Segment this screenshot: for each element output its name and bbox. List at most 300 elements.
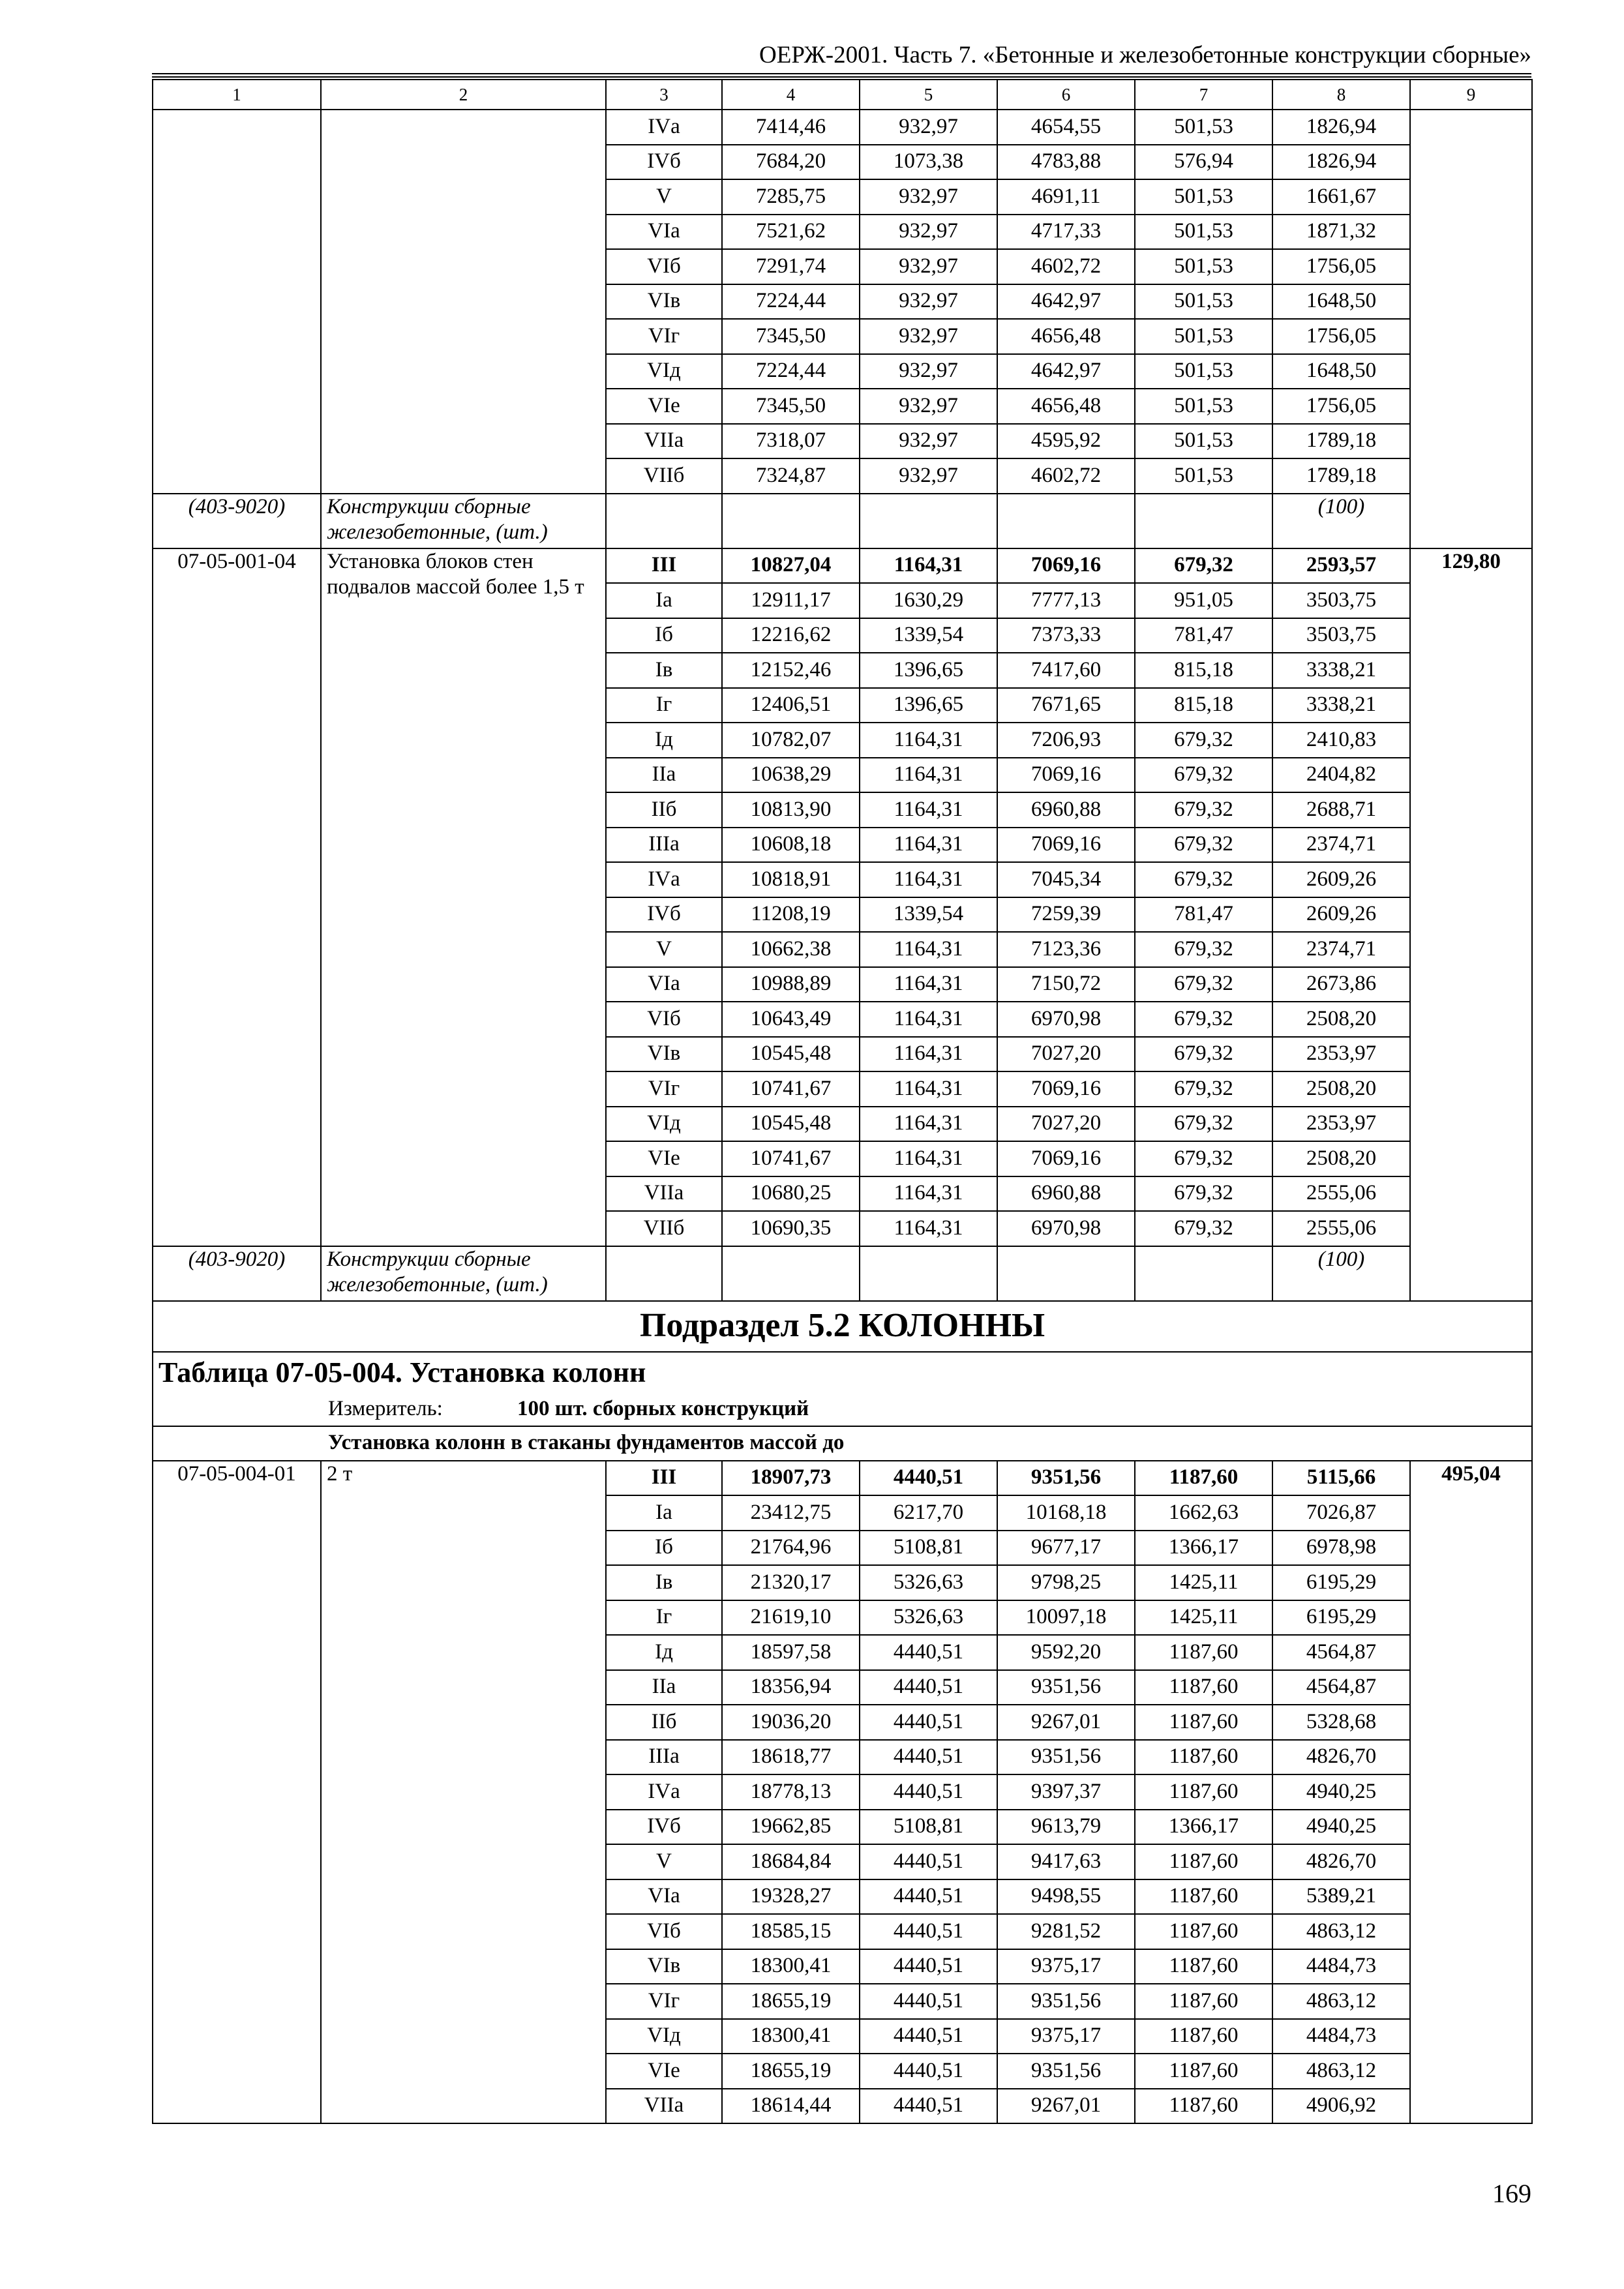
value-cell: 781,47 bbox=[1135, 897, 1272, 933]
value-cell: 501,53 bbox=[1135, 179, 1272, 215]
empty-cell bbox=[1135, 1246, 1272, 1301]
value-cell: 679,32 bbox=[1135, 1141, 1272, 1176]
zone-cell: VIб bbox=[606, 249, 722, 284]
group-cell bbox=[153, 1426, 1532, 1461]
value-cell: 501,53 bbox=[1135, 284, 1272, 320]
zone-cell: VIв bbox=[606, 1949, 722, 1984]
value-cell: 7069,16 bbox=[997, 828, 1135, 863]
value-cell: 1187,60 bbox=[1135, 1670, 1272, 1705]
zone-cell: Iд bbox=[606, 723, 722, 758]
zone-cell: VIе bbox=[606, 2054, 722, 2089]
value-cell: 1187,60 bbox=[1135, 1705, 1272, 1740]
value-cell: 679,32 bbox=[1135, 548, 1272, 584]
value-cell: 1871,32 bbox=[1272, 215, 1410, 250]
empty-cell bbox=[860, 1246, 997, 1301]
measure-row bbox=[153, 1394, 1532, 1426]
value-cell: 4863,12 bbox=[1272, 1914, 1410, 1949]
value-cell: 10643,49 bbox=[722, 1002, 860, 1037]
value-cell: 501,53 bbox=[1135, 249, 1272, 284]
value-cell: 7345,50 bbox=[722, 319, 860, 354]
value-cell: 9397,37 bbox=[997, 1774, 1135, 1810]
value-cell: 7069,16 bbox=[997, 758, 1135, 793]
value-cell: 7026,87 bbox=[1272, 1495, 1410, 1531]
value-cell: 1187,60 bbox=[1135, 1635, 1272, 1670]
value-cell: 4863,12 bbox=[1272, 1984, 1410, 2019]
value-cell: 4564,87 bbox=[1272, 1635, 1410, 1670]
value-cell: 2555,06 bbox=[1272, 1176, 1410, 1212]
value-cell: 679,32 bbox=[1135, 1071, 1272, 1107]
zone-cell: VIд bbox=[606, 354, 722, 389]
value-cell: 932,97 bbox=[860, 458, 997, 494]
value-cell: 4940,25 bbox=[1272, 1810, 1410, 1845]
value-cell: 10680,25 bbox=[722, 1176, 860, 1212]
value-cell: 7291,74 bbox=[722, 249, 860, 284]
value-cell: 4440,51 bbox=[860, 1461, 997, 1496]
name-cell bbox=[321, 110, 606, 494]
value-cell: 1187,60 bbox=[1135, 2089, 1272, 2124]
value-cell: 19328,27 bbox=[722, 1879, 860, 1915]
value-cell: 1164,31 bbox=[860, 1211, 997, 1246]
value-cell: 1164,31 bbox=[860, 1176, 997, 1212]
value-cell: 679,32 bbox=[1135, 758, 1272, 793]
value-cell: 18614,44 bbox=[722, 2089, 860, 2124]
value-cell: 10168,18 bbox=[997, 1495, 1135, 1531]
zone-cell: VIIб bbox=[606, 1211, 722, 1246]
empty-cell bbox=[606, 1246, 722, 1301]
value-cell: 4863,12 bbox=[1272, 2054, 1410, 2089]
value-cell: 1187,60 bbox=[1135, 1879, 1272, 1915]
value-cell: 18585,15 bbox=[722, 1914, 860, 1949]
value-cell: 501,53 bbox=[1135, 215, 1272, 250]
value-cell: 4440,51 bbox=[860, 1705, 997, 1740]
material-code: (403-9020) bbox=[153, 494, 321, 548]
value-cell: 21320,17 bbox=[722, 1565, 860, 1600]
value-cell: 21764,96 bbox=[722, 1531, 860, 1566]
zone-cell: VIIа bbox=[606, 1176, 722, 1212]
value-cell: 1164,31 bbox=[860, 1107, 997, 1142]
value-cell: 679,32 bbox=[1135, 1107, 1272, 1142]
value-cell: 1164,31 bbox=[860, 1037, 997, 1072]
value-cell: 18655,19 bbox=[722, 1984, 860, 2019]
value-cell: 1396,65 bbox=[860, 688, 997, 723]
value-cell: 7206,93 bbox=[997, 723, 1135, 758]
value-cell: 6195,29 bbox=[1272, 1565, 1410, 1600]
value-cell: 10782,07 bbox=[722, 723, 860, 758]
value-cell: 1187,60 bbox=[1135, 1949, 1272, 1984]
value-cell: 1164,31 bbox=[860, 548, 997, 584]
material-name: Конструкции сборные железобетонные, (шт.) bbox=[321, 1246, 606, 1301]
value-cell: 19662,85 bbox=[722, 1810, 860, 1845]
zone-cell: IIб bbox=[606, 1705, 722, 1740]
value-cell: 7318,07 bbox=[722, 424, 860, 459]
zone-cell: VIг bbox=[606, 1071, 722, 1107]
value-cell: 7684,20 bbox=[722, 145, 860, 180]
value-cell: 1187,60 bbox=[1135, 2054, 1272, 2089]
price-row bbox=[153, 548, 1532, 584]
material-row bbox=[153, 1246, 1532, 1301]
value-cell: 1756,05 bbox=[1272, 249, 1410, 284]
value-cell: 7224,44 bbox=[722, 284, 860, 320]
value-cell: 1187,60 bbox=[1135, 2019, 1272, 2054]
value-cell: 12406,51 bbox=[722, 688, 860, 723]
value-cell: 576,94 bbox=[1135, 145, 1272, 180]
value-cell: 4717,33 bbox=[997, 215, 1135, 250]
value-cell: 4484,73 bbox=[1272, 2019, 1410, 2054]
value-cell: 7224,44 bbox=[722, 354, 860, 389]
material-name: Конструкции сборные железобетонные, (шт.) bbox=[321, 494, 606, 548]
measure-label: Измеритель: bbox=[328, 1397, 443, 1421]
zone-cell: IVа bbox=[606, 1774, 722, 1810]
value-cell: 932,97 bbox=[860, 389, 997, 424]
zone-cell: IIа bbox=[606, 758, 722, 793]
value-cell: 5328,68 bbox=[1272, 1705, 1410, 1740]
value-cell: 7069,16 bbox=[997, 548, 1135, 584]
value-cell: 679,32 bbox=[1135, 862, 1272, 897]
value-cell: 2410,83 bbox=[1272, 723, 1410, 758]
zone-cell: VIв bbox=[606, 1037, 722, 1072]
value-cell: 10741,67 bbox=[722, 1141, 860, 1176]
value-cell: 1187,60 bbox=[1135, 1914, 1272, 1949]
code-cell bbox=[153, 110, 321, 494]
value-cell: 4656,48 bbox=[997, 389, 1135, 424]
column-number: 2 bbox=[321, 80, 606, 110]
value-cell: 1756,05 bbox=[1272, 319, 1410, 354]
value-cell: 4440,51 bbox=[860, 1844, 997, 1879]
zone-cell: Iг bbox=[606, 688, 722, 723]
value-cell: 1187,60 bbox=[1135, 1984, 1272, 2019]
material-code: (403-9020) bbox=[153, 1246, 321, 1301]
value-cell: 4654,55 bbox=[997, 110, 1135, 145]
empty-cell bbox=[722, 1246, 860, 1301]
table-title-row bbox=[153, 1352, 1532, 1394]
value-cell: 4440,51 bbox=[860, 1914, 997, 1949]
value-cell: 4440,51 bbox=[860, 2019, 997, 2054]
value-cell: 501,53 bbox=[1135, 389, 1272, 424]
value-cell: 7027,20 bbox=[997, 1107, 1135, 1142]
value-cell: 9351,56 bbox=[997, 2054, 1135, 2089]
zone-cell: Iд bbox=[606, 1635, 722, 1670]
value-cell: 1164,31 bbox=[860, 1141, 997, 1176]
zone-cell: III bbox=[606, 548, 722, 584]
value-cell: 4602,72 bbox=[997, 458, 1135, 494]
zone-cell: Iа bbox=[606, 583, 722, 618]
value-cell: 9592,20 bbox=[997, 1635, 1135, 1670]
value-cell: 951,05 bbox=[1135, 583, 1272, 618]
value-cell: 1164,31 bbox=[860, 932, 997, 967]
page-number: 169 bbox=[1492, 2179, 1531, 2208]
value-cell: 7123,36 bbox=[997, 932, 1135, 967]
value-cell: 1425,11 bbox=[1135, 1565, 1272, 1600]
measure-value: 100 шт. сборных конструкций bbox=[517, 1397, 809, 1421]
value-cell: 1339,54 bbox=[860, 618, 997, 653]
empty-cell bbox=[606, 494, 722, 548]
column-number: 9 bbox=[1410, 80, 1532, 110]
zone-cell: V bbox=[606, 932, 722, 967]
value-cell: 5389,21 bbox=[1272, 1879, 1410, 1915]
zone-cell: Iг bbox=[606, 1600, 722, 1636]
empty-cell bbox=[722, 494, 860, 548]
value-cell: 3503,75 bbox=[1272, 618, 1410, 653]
value-cell: 9375,17 bbox=[997, 2019, 1135, 2054]
value-cell: 18684,84 bbox=[722, 1844, 860, 1879]
value-cell: 932,97 bbox=[860, 215, 997, 250]
value-cell: 501,53 bbox=[1135, 354, 1272, 389]
column-number: 4 bbox=[722, 80, 860, 110]
zone-cell: IVа bbox=[606, 110, 722, 145]
value-cell: 7027,20 bbox=[997, 1037, 1135, 1072]
value-cell: 10662,38 bbox=[722, 932, 860, 967]
value-cell: 9417,63 bbox=[997, 1844, 1135, 1879]
value-cell: 2508,20 bbox=[1272, 1002, 1410, 1037]
value-cell: 5115,66 bbox=[1272, 1461, 1410, 1496]
subsection-row bbox=[153, 1301, 1532, 1352]
value-cell: 9677,17 bbox=[997, 1531, 1135, 1566]
value-cell: 7324,87 bbox=[722, 458, 860, 494]
value-cell: 679,32 bbox=[1135, 1176, 1272, 1212]
value-cell: 6970,98 bbox=[997, 1002, 1135, 1037]
value-cell: 9375,17 bbox=[997, 1949, 1135, 1984]
value-cell: 815,18 bbox=[1135, 653, 1272, 688]
material-row bbox=[153, 494, 1532, 548]
value-cell: 7671,65 bbox=[997, 688, 1135, 723]
value-cell: 679,32 bbox=[1135, 1037, 1272, 1072]
value-cell: 679,32 bbox=[1135, 723, 1272, 758]
zone-cell: Iб bbox=[606, 1531, 722, 1566]
value-cell: 1366,17 bbox=[1135, 1531, 1272, 1566]
value-cell: 4602,72 bbox=[997, 249, 1135, 284]
value-cell: 7777,13 bbox=[997, 583, 1135, 618]
zone-cell: V bbox=[606, 1844, 722, 1879]
value-cell: 4440,51 bbox=[860, 1670, 997, 1705]
value-cell: 5326,63 bbox=[860, 1600, 997, 1636]
labor-cell: 129,80 bbox=[1410, 548, 1532, 1301]
value-cell: 5108,81 bbox=[860, 1531, 997, 1566]
value-cell: 4642,97 bbox=[997, 284, 1135, 320]
code-cell: 07-05-001-04 bbox=[153, 548, 321, 1246]
column-number: 5 bbox=[860, 80, 997, 110]
zone-cell: V bbox=[606, 179, 722, 215]
value-cell: 501,53 bbox=[1135, 319, 1272, 354]
subsection-title: Подраздел 5.2 КОЛОННЫ bbox=[153, 1301, 1532, 1352]
value-cell: 9498,55 bbox=[997, 1879, 1135, 1915]
value-cell: 1789,18 bbox=[1272, 424, 1410, 459]
value-cell: 2404,82 bbox=[1272, 758, 1410, 793]
name-cell: 2 т bbox=[321, 1461, 606, 2124]
value-cell: 7521,62 bbox=[722, 215, 860, 250]
value-cell: 1164,31 bbox=[860, 1071, 997, 1107]
zone-cell: III bbox=[606, 1461, 722, 1496]
zone-cell: VIе bbox=[606, 1141, 722, 1176]
value-cell: 2609,26 bbox=[1272, 862, 1410, 897]
value-cell: 4440,51 bbox=[860, 1949, 997, 1984]
price-row bbox=[153, 110, 1532, 145]
value-cell: 1164,31 bbox=[860, 967, 997, 1002]
value-cell: 4906,92 bbox=[1272, 2089, 1410, 2124]
zone-cell: IIа bbox=[606, 1670, 722, 1705]
value-cell: 10097,18 bbox=[997, 1600, 1135, 1636]
value-cell: 23412,75 bbox=[722, 1495, 860, 1531]
zone-cell: IVб bbox=[606, 897, 722, 933]
value-cell: 2353,97 bbox=[1272, 1037, 1410, 1072]
value-cell: 1187,60 bbox=[1135, 1740, 1272, 1775]
value-cell: 6960,88 bbox=[997, 1176, 1135, 1212]
group-row bbox=[153, 1426, 1532, 1461]
value-cell: 4940,25 bbox=[1272, 1774, 1410, 1810]
value-cell: 501,53 bbox=[1135, 110, 1272, 145]
value-cell: 679,32 bbox=[1135, 967, 1272, 1002]
zone-cell: VIа bbox=[606, 967, 722, 1002]
value-cell: 1648,50 bbox=[1272, 284, 1410, 320]
value-cell: 2374,71 bbox=[1272, 828, 1410, 863]
price-row bbox=[153, 1461, 1532, 1496]
value-cell: 1164,31 bbox=[860, 758, 997, 793]
value-cell: 2374,71 bbox=[1272, 932, 1410, 967]
value-cell: 18907,73 bbox=[722, 1461, 860, 1496]
value-cell: 1630,29 bbox=[860, 583, 997, 618]
value-cell: 11208,19 bbox=[722, 897, 860, 933]
empty-cell bbox=[860, 494, 997, 548]
value-cell: 21619,10 bbox=[722, 1600, 860, 1636]
value-cell: 1789,18 bbox=[1272, 458, 1410, 494]
zone-cell: IVа bbox=[606, 862, 722, 897]
labor-cell bbox=[1410, 110, 1532, 548]
value-cell: 679,32 bbox=[1135, 1002, 1272, 1037]
value-cell: 9351,56 bbox=[997, 1984, 1135, 2019]
value-cell: 1187,60 bbox=[1135, 1844, 1272, 1879]
zone-cell: IVб bbox=[606, 145, 722, 180]
zone-cell: VIа bbox=[606, 215, 722, 250]
value-cell: 1661,67 bbox=[1272, 179, 1410, 215]
value-cell: 9351,56 bbox=[997, 1670, 1135, 1705]
zone-cell: VIIа bbox=[606, 2089, 722, 2124]
value-cell: 679,32 bbox=[1135, 828, 1272, 863]
value-cell: 4691,11 bbox=[997, 179, 1135, 215]
zone-cell: VIIа bbox=[606, 424, 722, 459]
value-cell: 501,53 bbox=[1135, 424, 1272, 459]
header-rule-2 bbox=[152, 76, 1531, 78]
value-cell: 7045,34 bbox=[997, 862, 1135, 897]
zone-cell: VIд bbox=[606, 1107, 722, 1142]
zone-cell: Iа bbox=[606, 1495, 722, 1531]
value-cell: 5326,63 bbox=[860, 1565, 997, 1600]
value-cell: 1164,31 bbox=[860, 1002, 997, 1037]
value-cell: 1187,60 bbox=[1135, 1461, 1272, 1496]
value-cell: 7069,16 bbox=[997, 1071, 1135, 1107]
value-cell: 781,47 bbox=[1135, 618, 1272, 653]
value-cell: 1425,11 bbox=[1135, 1600, 1272, 1636]
table-title-cell bbox=[153, 1352, 1532, 1394]
value-cell: 4783,88 bbox=[997, 145, 1135, 180]
zone-cell: VIIб bbox=[606, 458, 722, 494]
value-cell: 1073,38 bbox=[860, 145, 997, 180]
zone-cell: IVб bbox=[606, 1810, 722, 1845]
value-cell: 4564,87 bbox=[1272, 1670, 1410, 1705]
value-cell: 7345,50 bbox=[722, 389, 860, 424]
column-number: 1 bbox=[153, 80, 321, 110]
value-cell: 932,97 bbox=[860, 319, 997, 354]
value-cell: 18356,94 bbox=[722, 1670, 860, 1705]
value-cell: 1396,65 bbox=[860, 653, 997, 688]
column-number-row bbox=[153, 80, 1532, 110]
value-cell: 1662,63 bbox=[1135, 1495, 1272, 1531]
value-cell: 4440,51 bbox=[860, 1740, 997, 1775]
value-cell: 6978,98 bbox=[1272, 1531, 1410, 1566]
value-cell: 4440,51 bbox=[860, 1635, 997, 1670]
value-cell: 9281,52 bbox=[997, 1914, 1135, 1949]
measure-cell bbox=[153, 1394, 1532, 1426]
value-cell: 10741,67 bbox=[722, 1071, 860, 1107]
value-cell: 1164,31 bbox=[860, 723, 997, 758]
value-cell: 6217,70 bbox=[860, 1495, 997, 1531]
value-cell: 18655,19 bbox=[722, 2054, 860, 2089]
value-cell: 4656,48 bbox=[997, 319, 1135, 354]
value-cell: 1648,50 bbox=[1272, 354, 1410, 389]
zone-cell: Iв bbox=[606, 653, 722, 688]
value-cell: 7150,72 bbox=[997, 967, 1135, 1002]
value-cell: 7417,60 bbox=[997, 653, 1135, 688]
value-cell: 1366,17 bbox=[1135, 1810, 1272, 1845]
zone-cell: VIб bbox=[606, 1002, 722, 1037]
value-cell: 4642,97 bbox=[997, 354, 1135, 389]
value-cell: 5108,81 bbox=[860, 1810, 997, 1845]
value-cell: 12216,62 bbox=[722, 618, 860, 653]
value-cell: 2555,06 bbox=[1272, 1211, 1410, 1246]
empty-cell bbox=[997, 494, 1135, 548]
zone-cell: VIа bbox=[606, 1879, 722, 1915]
value-cell: 9267,01 bbox=[997, 2089, 1135, 2124]
zone-cell: VIг bbox=[606, 1984, 722, 2019]
value-cell: 932,97 bbox=[860, 354, 997, 389]
group-title: Установка колонн в стаканы фундаментов массой до bbox=[328, 1431, 845, 1455]
value-cell: 12152,46 bbox=[722, 653, 860, 688]
value-cell: 10690,35 bbox=[722, 1211, 860, 1246]
value-cell: 1756,05 bbox=[1272, 389, 1410, 424]
value-cell: 2508,20 bbox=[1272, 1071, 1410, 1107]
value-cell: 12911,17 bbox=[722, 583, 860, 618]
value-cell: 10545,48 bbox=[722, 1037, 860, 1072]
price-table bbox=[152, 79, 1533, 2124]
value-cell: 679,32 bbox=[1135, 792, 1272, 828]
material-qty: (100) bbox=[1272, 1246, 1410, 1301]
empty-cell bbox=[1135, 494, 1272, 548]
value-cell: 1339,54 bbox=[860, 897, 997, 933]
value-cell: 9613,79 bbox=[997, 1810, 1135, 1845]
value-cell: 1826,94 bbox=[1272, 110, 1410, 145]
value-cell: 6960,88 bbox=[997, 792, 1135, 828]
value-cell: 4440,51 bbox=[860, 1879, 997, 1915]
zone-cell: VIг bbox=[606, 319, 722, 354]
value-cell: 9798,25 bbox=[997, 1565, 1135, 1600]
labor-cell: 495,04 bbox=[1410, 1461, 1532, 2124]
column-number: 3 bbox=[606, 80, 722, 110]
header-rule bbox=[152, 73, 1531, 74]
value-cell: 4440,51 bbox=[860, 1984, 997, 2019]
value-cell: 19036,20 bbox=[722, 1705, 860, 1740]
code-cell: 07-05-004-01 bbox=[153, 1461, 321, 2124]
value-cell: 7373,33 bbox=[997, 618, 1135, 653]
zone-cell: Iб bbox=[606, 618, 722, 653]
name-cell: Установка блоков стен подвалов массой более 1,5 т bbox=[321, 548, 606, 1246]
value-cell: 2688,71 bbox=[1272, 792, 1410, 828]
zone-cell: VIв bbox=[606, 284, 722, 320]
zone-cell: IIIа bbox=[606, 1740, 722, 1775]
value-cell: 10813,90 bbox=[722, 792, 860, 828]
value-cell: 1826,94 bbox=[1272, 145, 1410, 180]
value-cell: 932,97 bbox=[860, 110, 997, 145]
value-cell: 7069,16 bbox=[997, 1141, 1135, 1176]
running-header: ОЕРЖ-2001. Часть 7. «Бетонные и железобетонные конструкции сборные» bbox=[759, 42, 1531, 68]
table-title: Таблица 07-05-004. Установка колонн bbox=[158, 1356, 646, 1388]
